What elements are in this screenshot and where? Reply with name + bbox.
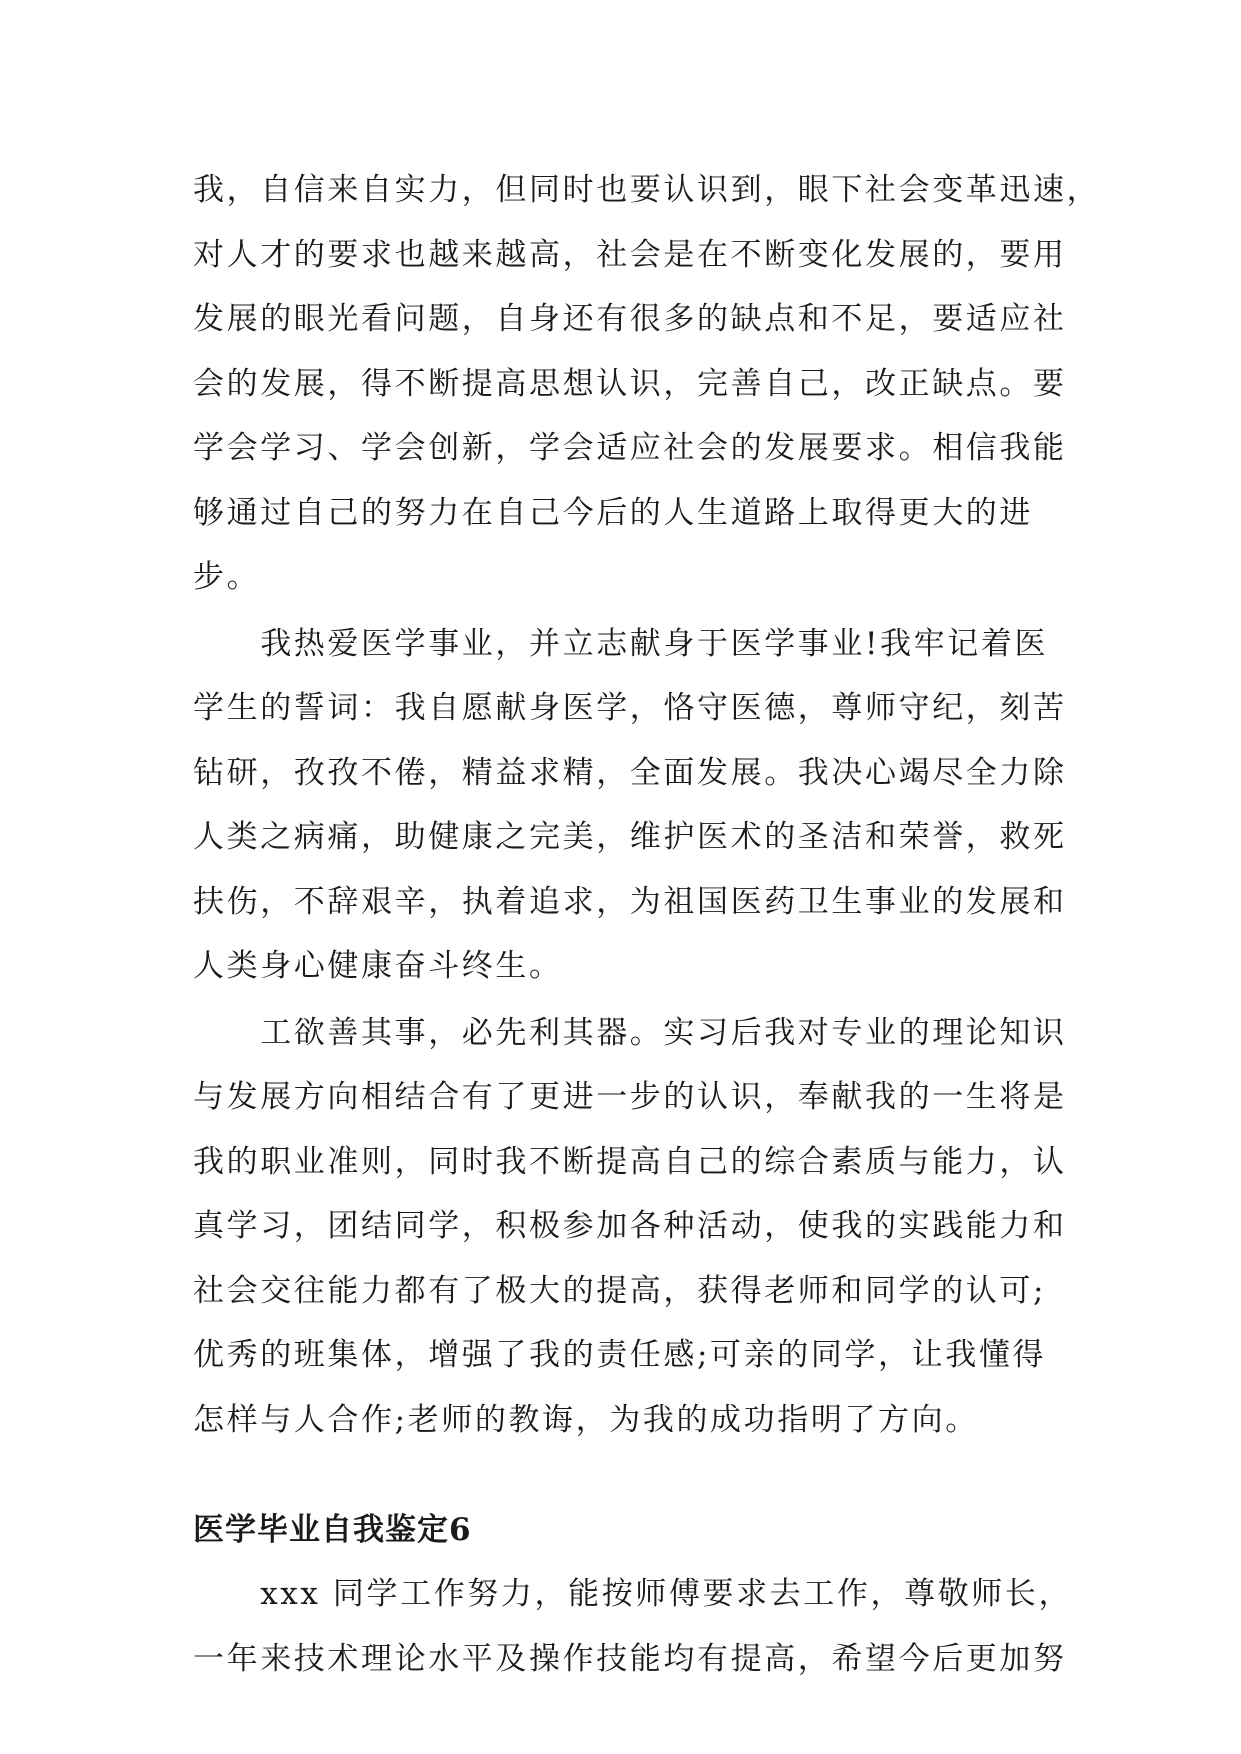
paragraph-3 [193,1001,1067,1453]
text-line: 社会交往能力都有了极大的提高，获得老师和同学的认可; [193,1272,1047,1309]
text-line: 工欲善其事，必先利其器。实习后我对专业的理论知识 [193,1014,1067,1051]
text-line: 扶伤，不辞艰辛，执着追求，为祖国医药卫生事业的发展和 [193,883,1067,920]
text-line: 钻研，孜孜不倦，精益求精，全面发展。我决心竭尽全力除 [193,754,1067,791]
text-line: 优秀的班集体，增强了我的责任感;可亲的同学，让我懂得 [193,1337,1047,1373]
text-line: 对人才的要求也越来越高，社会是在不断变化发展的，要用 [193,236,1067,273]
paragraph-4 [193,1562,1073,1691]
text-line: 我热爱医学事业，并立志献身于医学事业!我牢记着医 [193,625,1049,662]
text-line: 够通过自己的努力在自己今后的人生道路上取得更大的进 [193,494,1033,531]
text-line: 人类身心健康奋斗终生。 [193,948,563,984]
paragraph-2 [193,612,1067,999]
text-line: 会的发展，得不断提高思想认识，完善自己，改正缺点。要 [193,365,1067,402]
document-body [193,158,1101,1691]
text-line: 一年来技术理论水平及操作技能均有提高，希望今后更加努 [193,1640,1067,1677]
text-line: 我的职业准则，同时我不断提高自己的综合素质与能力，认 [193,1143,1067,1180]
text-line: 步。 [193,559,261,595]
paragraph-1 [193,158,1101,610]
text-line: 学生的誓词：我自愿献身医学，恪守医德，尊师守纪，刻苦 [193,690,1067,726]
section-title: 医学毕业自我鉴定6 [193,1512,472,1548]
text-line: 学会学习、学会创新，学会适应社会的发展要求。相信我能 [193,430,1067,466]
text-line: 与发展方向相结合有了更进一步的认识，奉献我的一生将是 [193,1079,1067,1115]
text-line: xxx 同学工作努力，能按师傅要求去工作，尊敬师长， [193,1576,1073,1612]
text-line: 人类之病痛，助健康之完美，维护医术的圣洁和荣誉，救死 [193,819,1067,855]
text-line: 我，自信来自实力，但同时也要认识到，眼下社会变革迅速， [193,172,1101,208]
text-line: 怎样与人合作;老师的教诲，为我的成功指明了方向。 [193,1401,979,1438]
text-line: 发展的眼光看问题，自身还有很多的缺点和不足，要适应社 [193,301,1067,337]
text-line: 真学习，团结同学，积极参加各种活动，使我的实践能力和 [193,1208,1067,1244]
